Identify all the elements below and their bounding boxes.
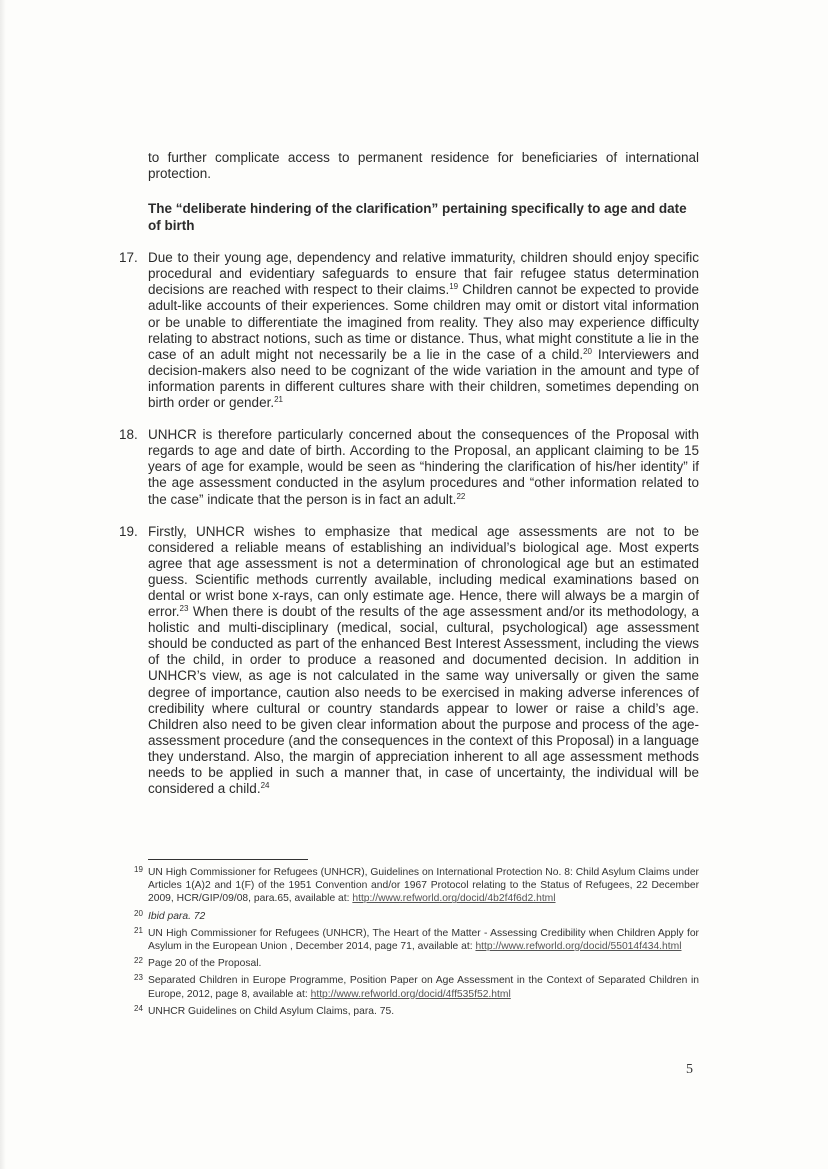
- paragraph-18: [119, 427, 699, 507]
- text-run: Children cannot be expected to provide adult-like accounts of their experiences. Some children may omit or distort vital information or be unable to differentiate the imagined from reality. They also may experience difficulty relating to abstract notions, such as time or distance. Thus, what might constitute a lie in the case of an adult might not necessarily be a lie in the case of a child.: [148, 282, 699, 362]
- footnote-separator: [148, 859, 308, 860]
- footnote-number: 19: [134, 865, 143, 874]
- footnote-text: Separated Children in Europe Programme, Position Paper on Age Assessment in the Context of Separated Children in Europe, 2012, page 8, available at:: [148, 975, 699, 1000]
- paragraph-number: 18.: [119, 427, 138, 443]
- footnote-link[interactable]: http://www.refworld.org/docid/55014f434.html: [475, 941, 682, 953]
- paragraph-text: [148, 250, 699, 411]
- text-run: Due to their young age, dependency and relative immaturity, children should enjoy specific procedural and evidentiary safeguards to ensure that fair refugee status determination decisions are reached with respect to their claims.: [148, 250, 699, 298]
- text-run: UNHCR is therefore particularly concerned about the consequences of the Proposal with regards to age and date of birth. According to the Proposal, an applicant claiming to be 15 years of age for example, would be seen as “hindering the clarification of his/her identity” if the age assessment conducted in the asylum procedures and “other information related to the case” indicate that the person is in fact an adult.: [148, 427, 699, 507]
- footnote-20: [134, 908, 699, 923]
- footnote-ref[interactable]: 23: [179, 604, 189, 614]
- footnote-24: [134, 1003, 699, 1018]
- footnote-link[interactable]: http://www.refworld.org/docid/4ff535f52.html: [310, 988, 511, 1000]
- footnote-text: Ibid para. 72: [148, 910, 206, 922]
- footnote-text: Page 20 of the Proposal.: [148, 958, 262, 970]
- footnote-ref[interactable]: 19: [449, 282, 459, 292]
- paragraph-text: [148, 524, 699, 798]
- footnote-23: [134, 973, 699, 1000]
- footnote-21: [134, 925, 699, 953]
- body-text: [119, 150, 699, 797]
- footnote-ref[interactable]: 20: [583, 346, 593, 356]
- footnote-text: UNHCR Guidelines on Child Asylum Claims, para. 75.: [148, 1005, 395, 1017]
- footnote-19: [134, 865, 699, 906]
- paragraph-number: 19.: [119, 523, 138, 539]
- text-run: Interviewers and decision-makers also need to be cognizant of the wide variation in the amount and type of information parents in different cultures share with their children, sometimes depending on birth order or gender.: [148, 346, 699, 411]
- paragraph-text: [148, 427, 699, 507]
- text-run: Firstly, UNHCR wishes to emphasize that medical age assessments are not to be considered a reliable means of establishing an individual’s biological age. Most experts agree that age assessment is not a determination of chronological age but an estimated guess. Scientific methods currently available, including medical examinations based on dental or wrist bone x-rays, can only estimate age. Hence, there will always be a margin of error.: [148, 523, 699, 620]
- footnote-number: 22: [134, 956, 143, 966]
- intro-paragraph: to further complicate access to permanent residence for beneficiaries of international protection.: [148, 150, 699, 182]
- footnote-ref[interactable]: 22: [456, 491, 466, 501]
- paragraph-17: [119, 250, 699, 411]
- footnote-number: 20: [134, 908, 143, 918]
- footnote-number: 23: [134, 973, 143, 983]
- footnote-number: 24: [134, 1003, 143, 1013]
- paragraph-19: [119, 523, 699, 798]
- footnote-ref[interactable]: 24: [260, 781, 270, 791]
- footnote-22: [134, 956, 699, 970]
- section-heading: The “deliberate hindering of the clarification” pertaining specifically to age and date of birth: [148, 201, 687, 234]
- footnote-text: UN High Commissioner for Refugees (UNHCR), The Heart of the Matter - Assessing Credibility when Children Apply for Asylum in the European Union , December 2014, page 71, available at:: [148, 927, 699, 953]
- footnote-number: 21: [134, 925, 143, 935]
- footnote-ref[interactable]: 21: [274, 395, 283, 405]
- text-run: When there is doubt of the results of the age assessment and/or its methodology, a holistic and multi-disciplinary (medical, social, cultural, psychological) age assessment should be conducted as part of the enhanced Best Interest Assessment, including the views of the child, in order to produce a reasoned and documented decision. In addition in UNHCR’s view, as age is not calculated in the same way universally or given the same degree of importance, caution also needs to be exercised in making adverse inferences of credibility where cultural or country standards appear to lower or raise a child’s age. Children also need to be given clear information about the purpose and process of the age-assessment procedure (and the consequences in the context of this Proposal) in a language they understand. Also, the margin of appreciation inherent to all age assessment methods needs to be applied in such a manner that, in case of uncertainty, the individual will be considered a child.: [148, 604, 699, 797]
- footnotes: [134, 865, 699, 1022]
- paragraph-number: 17.: [119, 250, 138, 266]
- footnote-link[interactable]: http://www.refworld.org/docid/4b2f4f6d2.html: [352, 893, 556, 905]
- footnote-text: UN High Commissioner for Refugees (UNHCR), Guidelines on International Protection No. 8: Child Asylum Claims under Articles 1(A)2 and 1(F) of the 1951 Convention and/or 1967 Protocol relating to the Status of Refugees, 22 December 2009, HCR/GIP/09/08, para.65, available at:: [148, 867, 699, 905]
- page-number: 5: [686, 1062, 693, 1077]
- page-edge-shadow: [0, 0, 6, 1169]
